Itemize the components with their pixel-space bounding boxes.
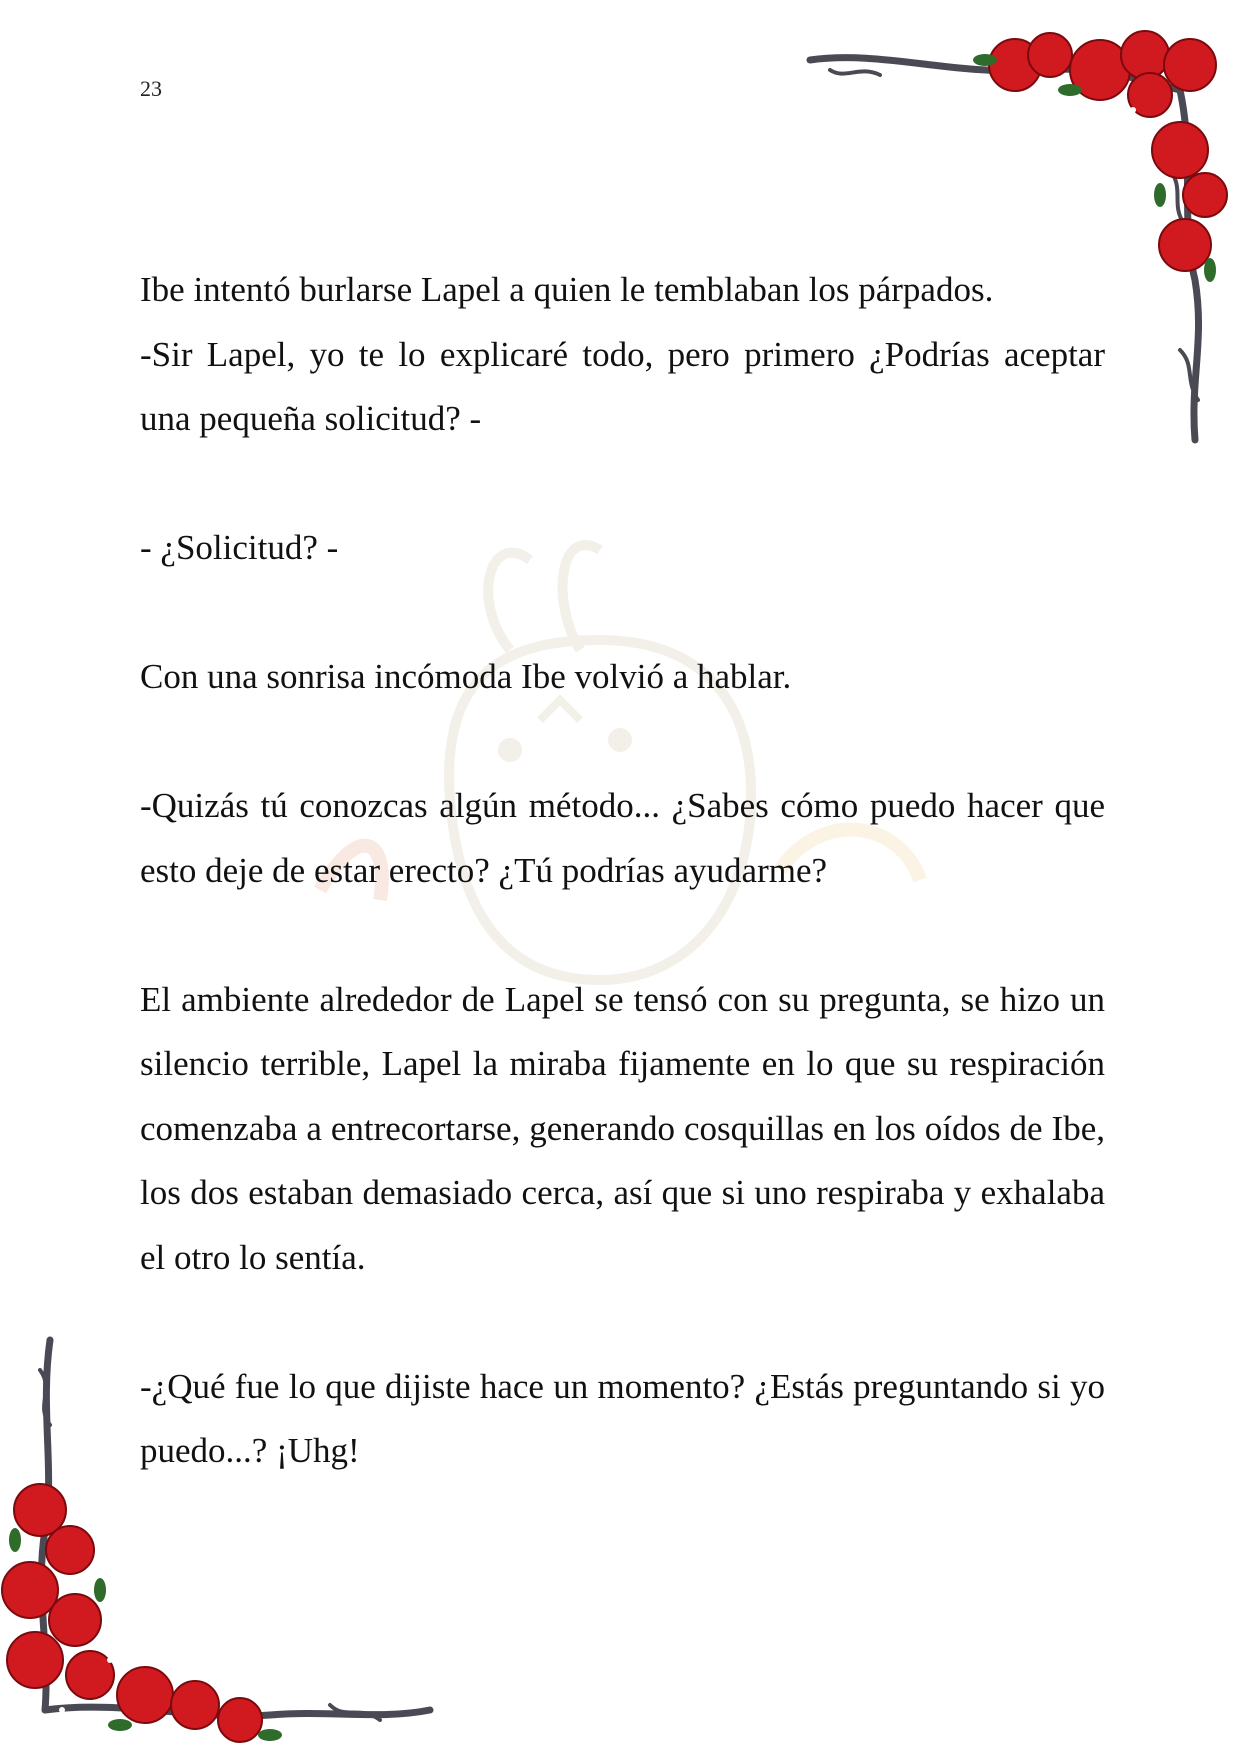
paragraph: Ibe intentó burlarse Lapel a quien le temblaban los párpados.	[140, 270, 994, 309]
paragraph: -¿Qué fue lo que dijiste hace un momento? ¿Estás preguntando si yo puedo...? ¡Uhg!	[140, 1366, 1105, 1470]
paragraph: -Sir Lapel, yo te lo explicaré todo, pero primero ¿Podrías aceptar una pequeña solicitud? -	[140, 334, 1105, 438]
chapter-text	[140, 258, 1105, 1484]
paragraph: - ¿Solicitud? -	[140, 528, 339, 567]
rose-icon	[989, 31, 1227, 271]
rose-icon	[2, 1484, 262, 1742]
paragraph: Con una sonrisa incómoda Ibe volvió a hablar.	[140, 657, 792, 696]
paragraph: -Quizás tú conozcas algún método... ¿Sabes cómo puedo hacer que esto deje de estar erecto? ¿Tú podrías ayudarme?	[140, 786, 1105, 890]
paragraph: El ambiente alrededor de Lapel se tensó con su pregunta, se hizo un silencio terrible, Lapel la miraba fijamente en lo que su respiración comenzaba a entrecortarse, generando cosquillas en los oídos de Ibe, los dos estaban demasiado cerca, así que si uno respiraba y exhalaba el otro lo sentía.	[140, 979, 1105, 1277]
page-number: 23	[140, 76, 162, 101]
